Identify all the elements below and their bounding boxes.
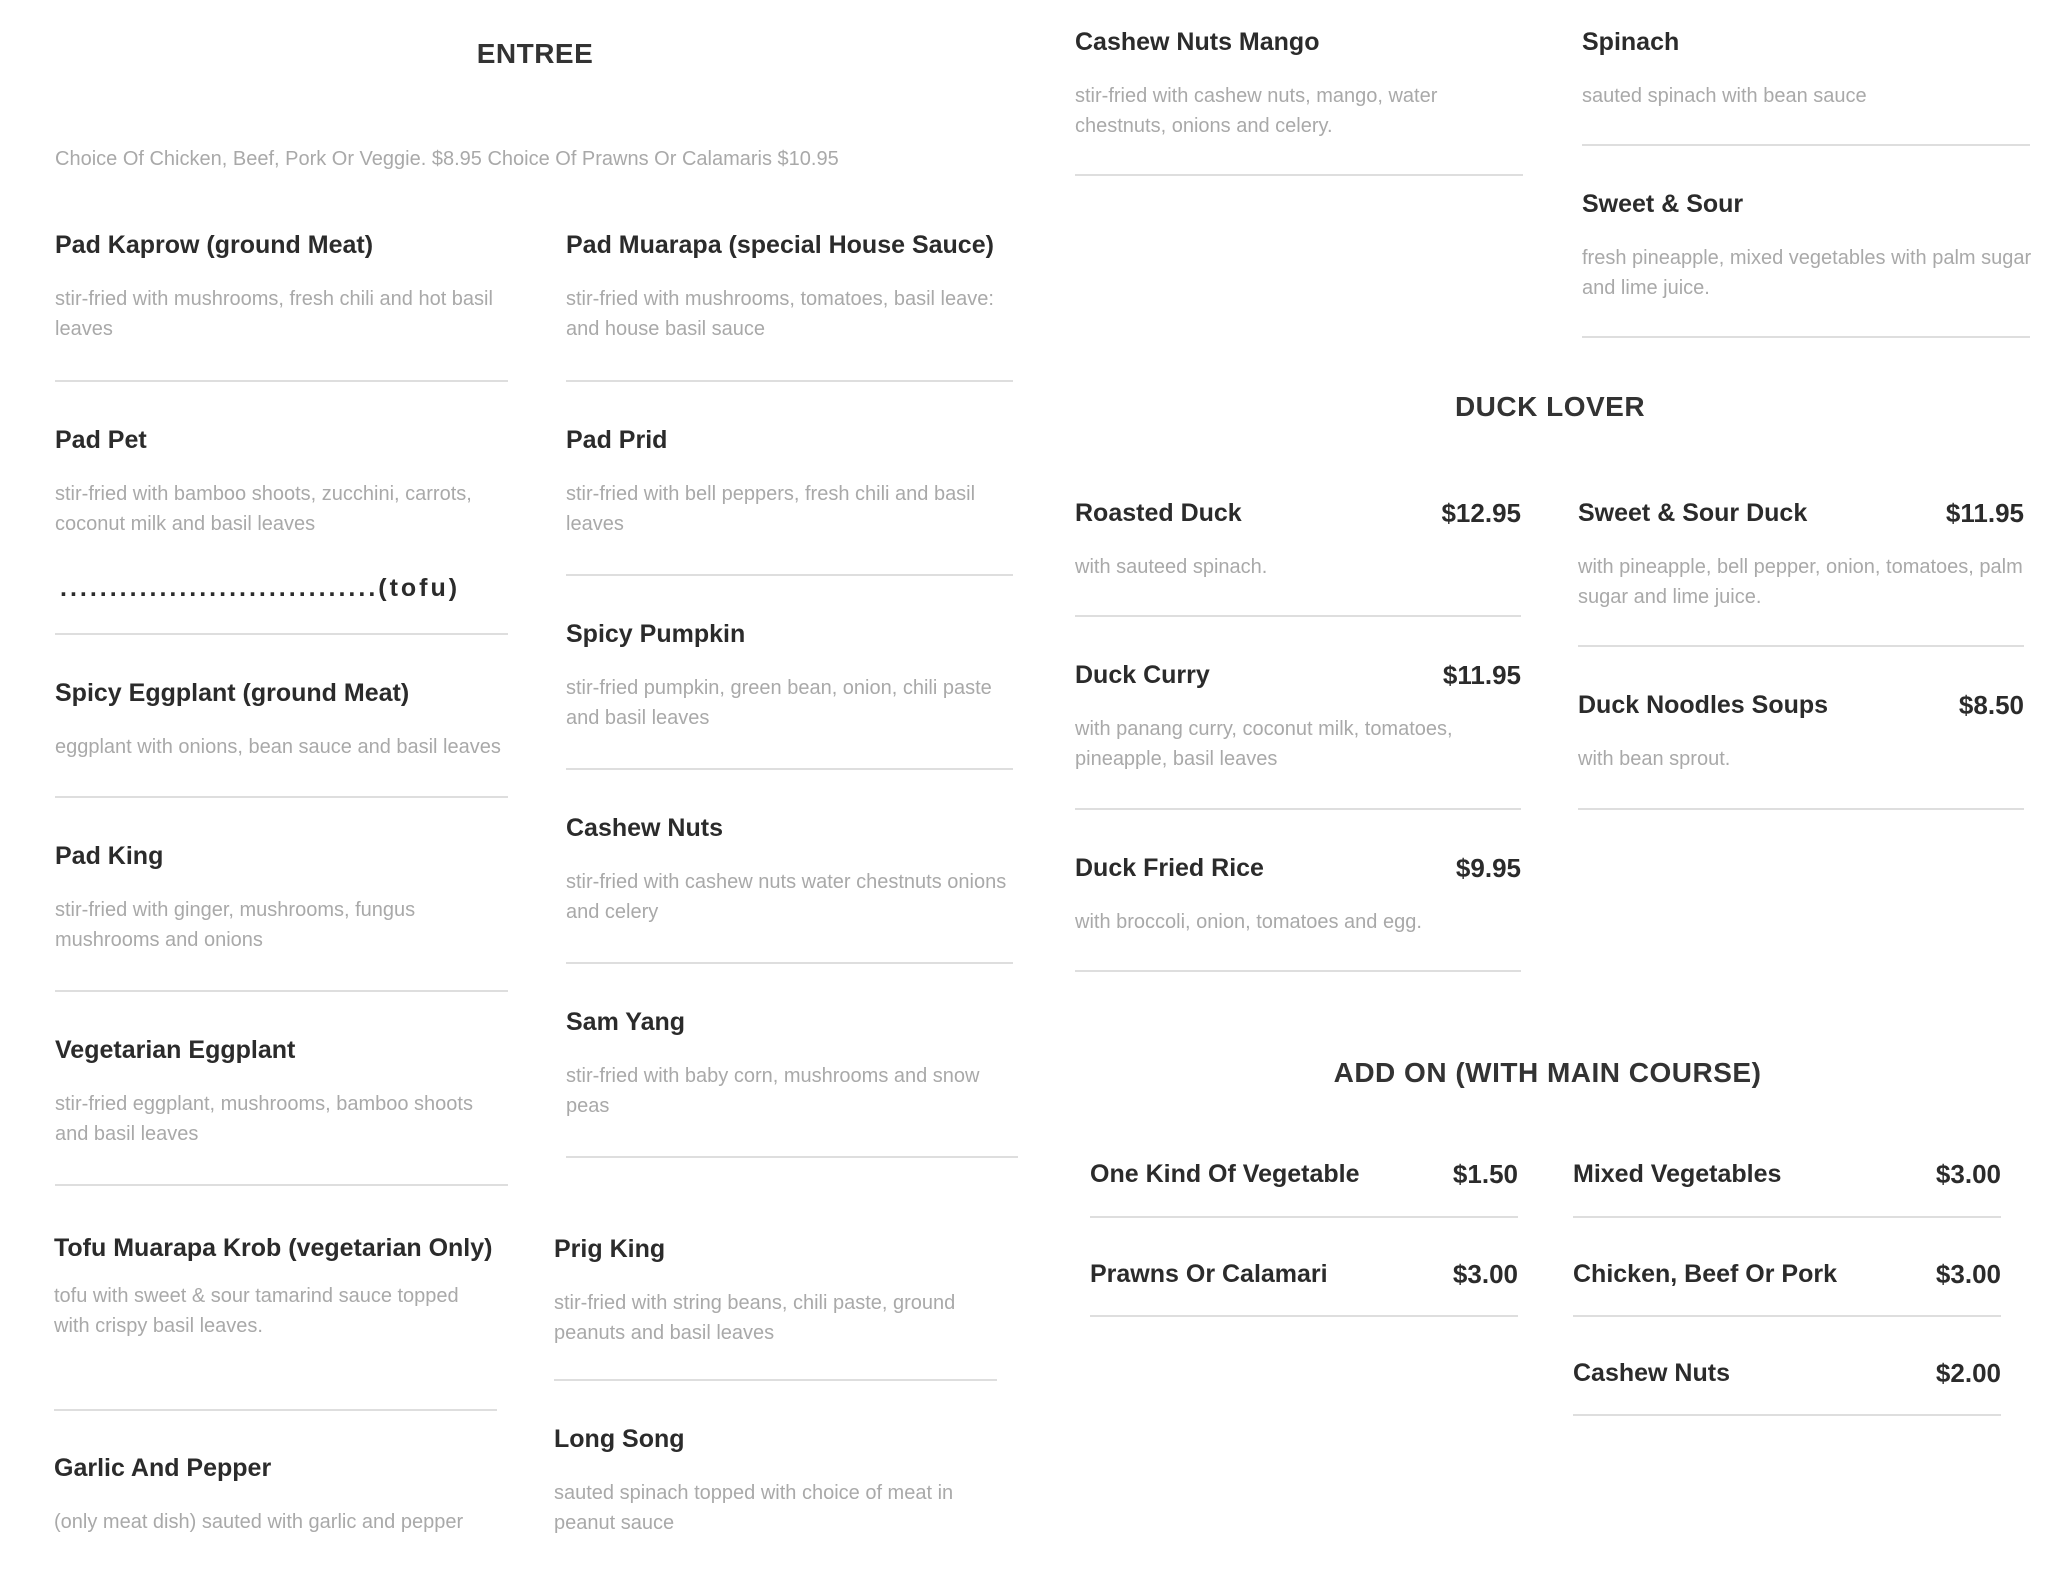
item-name: Spicy Eggplant (ground Meat) [55, 679, 410, 707]
item-name: Spinach [1582, 28, 1680, 56]
item-desc: stir-fried with bamboo shoots, zucchini, carrots, coconut milk and basil leaves [55, 483, 472, 535]
item-price: $3.00 [1935, 1259, 2001, 1289]
item-name: Pad Prid [566, 426, 668, 454]
menu-item [554, 1424, 1004, 1538]
addon-item [1090, 1259, 1518, 1289]
item-price: $1.50 [1452, 1159, 1518, 1189]
item-desc: stir-fried pumpkin, green bean, onion, chili paste and basil leaves [566, 677, 992, 729]
addon-item [1573, 1358, 2001, 1388]
item-desc: tofu with sweet & sour tamarind sauce topped with crispy basil leaves. [54, 1285, 459, 1337]
divider [55, 380, 508, 382]
divider [1578, 645, 2024, 647]
item-name: Cashew Nuts [566, 814, 723, 842]
item-desc: with panang curry, coconut milk, tomatoes, pineapple, basil leaves [1075, 718, 1453, 770]
menu-item [55, 425, 510, 539]
divider [55, 990, 508, 992]
item-price: $11.95 [1442, 660, 1521, 690]
item-desc: with bean sprout. [1578, 748, 1731, 770]
menu-item [1578, 498, 2024, 612]
menu-item [554, 1234, 1004, 1348]
menu-item [566, 425, 1021, 539]
item-desc: eggplant with onions, bean sauce and basil leaves [55, 736, 501, 758]
divider [55, 633, 508, 635]
item-desc: stir-fried with cashew nuts water chestnuts onions and celery [566, 871, 1007, 923]
menu-item [1075, 660, 1521, 774]
menu-item [1582, 189, 2032, 303]
item-price: $3.00 [1935, 1159, 2001, 1189]
divider [1578, 808, 2024, 810]
divider [1090, 1315, 1518, 1317]
item-desc: stir-fried with bell peppers, fresh chili and basil leaves [566, 483, 976, 535]
menu-item [1582, 27, 2032, 111]
menu-item [55, 1035, 510, 1149]
divider [1075, 808, 1521, 810]
divider [54, 1409, 497, 1411]
divider [1075, 615, 1521, 617]
divider [1573, 1414, 2001, 1416]
item-name: Pad Pet [55, 426, 147, 454]
item-name: Chicken, Beef Or Pork [1573, 1260, 1837, 1288]
divider [566, 962, 1013, 964]
item-price: $3.00 [1452, 1259, 1518, 1289]
item-name: Pad Muarapa (special House Sauce) [566, 231, 994, 259]
menu-item [566, 1007, 1021, 1121]
item-name: Cashew Nuts [1573, 1359, 1730, 1387]
item-name: Spicy Pumpkin [566, 620, 746, 648]
item-desc: stir-fried with string beans, chili paste, ground peanuts and basil leaves [554, 1292, 956, 1344]
divider [1582, 144, 2030, 146]
item-name: Prawns Or Calamari [1090, 1260, 1328, 1288]
divider [1573, 1216, 2001, 1218]
tofu-option: ................................(tofu) [60, 574, 461, 602]
item-desc: stir-fried with ginger, mushrooms, fungus mushrooms and onions [55, 899, 416, 951]
divider [554, 1379, 997, 1381]
item-desc: stir-fried with cashew nuts, mango, water chestnuts, onions and celery. [1075, 85, 1438, 137]
item-name: Prig King [554, 1235, 666, 1263]
divider [566, 1156, 1018, 1158]
item-name: Mixed Vegetables [1573, 1160, 1782, 1188]
menu-item [55, 841, 510, 955]
item-desc: fresh pineapple, mixed vegetables with palm sugar and lime juice. [1582, 247, 2032, 299]
menu-item [1075, 27, 1525, 141]
item-price: $12.95 [1441, 498, 1521, 528]
item-desc: stir-fried with mushrooms, fresh chili and hot basil leaves [55, 288, 493, 340]
item-name: Garlic And Pepper [54, 1454, 272, 1482]
item-name: Pad King [55, 842, 164, 870]
item-name: Vegetarian Eggplant [55, 1036, 296, 1064]
menu-item [566, 813, 1021, 927]
item-desc: stir-fried eggplant, mushrooms, bamboo shoots and basil leaves [55, 1093, 473, 1145]
item-name: Duck Noodles Soups [1578, 691, 1829, 719]
menu-item [1075, 853, 1521, 937]
item-name: Long Song [554, 1425, 685, 1453]
menu-item [566, 619, 1021, 733]
item-desc: stir-fried with baby corn, mushrooms and snow peas [566, 1065, 980, 1117]
item-price: $11.95 [1945, 498, 2024, 528]
divider [566, 574, 1013, 576]
section-title-add-on: ADD ON (WITH MAIN COURSE) [1333, 1057, 1762, 1088]
entree-intro: Choice Of Chicken, Beef, Pork Or Veggie. $8.95 Choice Of Prawns Or Calamaris $10.95 [55, 148, 839, 170]
addon-item [1573, 1159, 2001, 1189]
menu-item [566, 230, 1026, 344]
item-desc: (only meat dish) sauted with garlic and pepper [54, 1511, 464, 1533]
menu-item [54, 1453, 524, 1537]
item-name: Tofu Muarapa Krob (vegetarian Only) [54, 1234, 493, 1262]
item-name: One Kind Of Vegetable [1090, 1160, 1360, 1188]
item-name: Pad Kaprow (ground Meat) [55, 231, 374, 259]
menu-item [54, 1234, 494, 1341]
divider [55, 1184, 508, 1186]
item-desc: sauted spinach topped with choice of meat in peanut sauce [554, 1482, 954, 1534]
menu-item [55, 678, 515, 762]
section-title-entree: ENTREE [476, 38, 594, 69]
item-desc: with sauteed spinach. [1075, 556, 1268, 578]
divider [1075, 970, 1521, 972]
item-desc: sauted spinach with bean sauce [1582, 85, 1867, 107]
item-price: $2.00 [1935, 1358, 2001, 1388]
item-name: Sweet & Sour [1582, 190, 1744, 218]
item-name: Roasted Duck [1075, 499, 1242, 527]
item-name: Duck Curry [1075, 661, 1210, 689]
menu-item [1578, 690, 2024, 774]
item-name: Duck Fried Rice [1075, 854, 1264, 882]
divider [1582, 336, 2030, 338]
addon-item [1573, 1259, 2001, 1289]
item-desc: stir-fried with mushrooms, tomatoes, basil leave: and house basil sauce [566, 288, 994, 340]
divider [1090, 1216, 1518, 1218]
divider [1573, 1315, 2001, 1317]
menu-item [55, 230, 510, 344]
addon-item [1090, 1159, 1518, 1189]
item-name: Sam Yang [566, 1008, 686, 1036]
item-price: $8.50 [1958, 690, 2024, 720]
divider [1075, 174, 1523, 176]
item-desc: with broccoli, onion, tomatoes and egg. [1075, 911, 1422, 933]
item-price: $9.95 [1455, 853, 1521, 883]
divider [55, 796, 508, 798]
menu-item [1075, 498, 1521, 582]
divider [566, 380, 1013, 382]
item-name: Sweet & Sour Duck [1578, 499, 1808, 527]
item-name: Cashew Nuts Mango [1075, 28, 1320, 56]
section-title-duck-lover: DUCK LOVER [1454, 391, 1646, 422]
divider [566, 768, 1013, 770]
item-desc: with pineapple, bell pepper, onion, tomatoes, palm sugar and lime juice. [1578, 556, 2023, 608]
